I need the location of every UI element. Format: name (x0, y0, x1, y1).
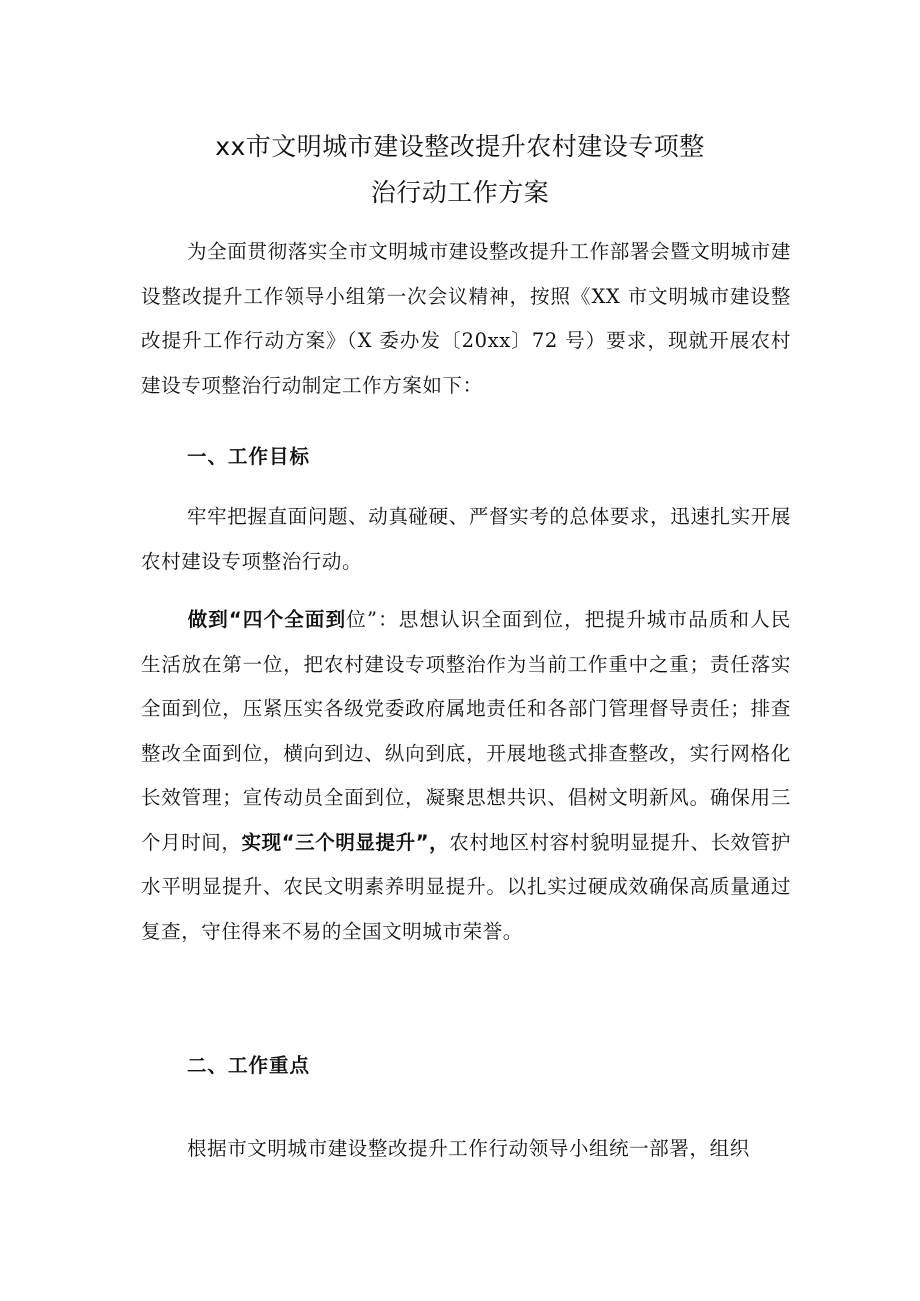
document-title-line1: xx市文明城市建设整改提升农村建设专项整 (215, 132, 705, 161)
three-improvements-lead: 实现“三个明显提升”， (241, 830, 450, 854)
intro-text: 为全面贯彻落实全市文明城市建设整改提升工作部署会暨文明城市建设整改提升工作领导小组第一次会议精神，按照《XX 市文明城市建设整改提升工作行动方案》（X 委办发〔20xx〕72 号）要求，现就开展农村建设专项整治行动制定工作方案如下： (141, 240, 791, 397)
section1-paragraph2-text2: 农村地区村容村貌明显提升、长效管护水平明显提升、农民文明素养明显提升。以扎实过硬成效确保高质量通过复查，守住得来不易的全国文明城市荣誉。 (141, 830, 791, 943)
section1-paragraph2-text1: 位”：思想认识全面到位，把提升城市品质和人民生活放在第一位，把农村建设专项整治作为当前工作重中之重；责任落实全面到位，压紧压实各级党委政府属地责任和各部门管理督导责任；排查整改全面到位，横向到边、纵向到底，开展地毯式排查整改，实行网格化长效管理；宣传动员全面到位，凝聚思想共识、倡树文明新风。确保用三个月时间， (141, 608, 791, 854)
four-comprehensive-lead: 做到“四个全面到 (187, 608, 347, 631)
section2-heading: 二、工作重点 (187, 1054, 311, 1077)
intro-paragraph (141, 230, 791, 408)
section1-paragraph2 (141, 598, 791, 954)
section1-paragraph1 (141, 495, 791, 584)
document-title-line2: 治行动工作方案 (370, 178, 550, 207)
section1-paragraph1-text: 牢牢把握直面问题、动真碰硬、严督实考的总体要求，迅速扎实开展农村建设专项整治行动。 (141, 505, 791, 573)
section1-heading: 一、工作目标 (187, 445, 311, 468)
section2-paragraph1 (141, 1127, 791, 1172)
section2-paragraph1-text: 根据市文明城市建设整改提升工作行动领导小组统一部署，组织 (187, 1137, 750, 1160)
